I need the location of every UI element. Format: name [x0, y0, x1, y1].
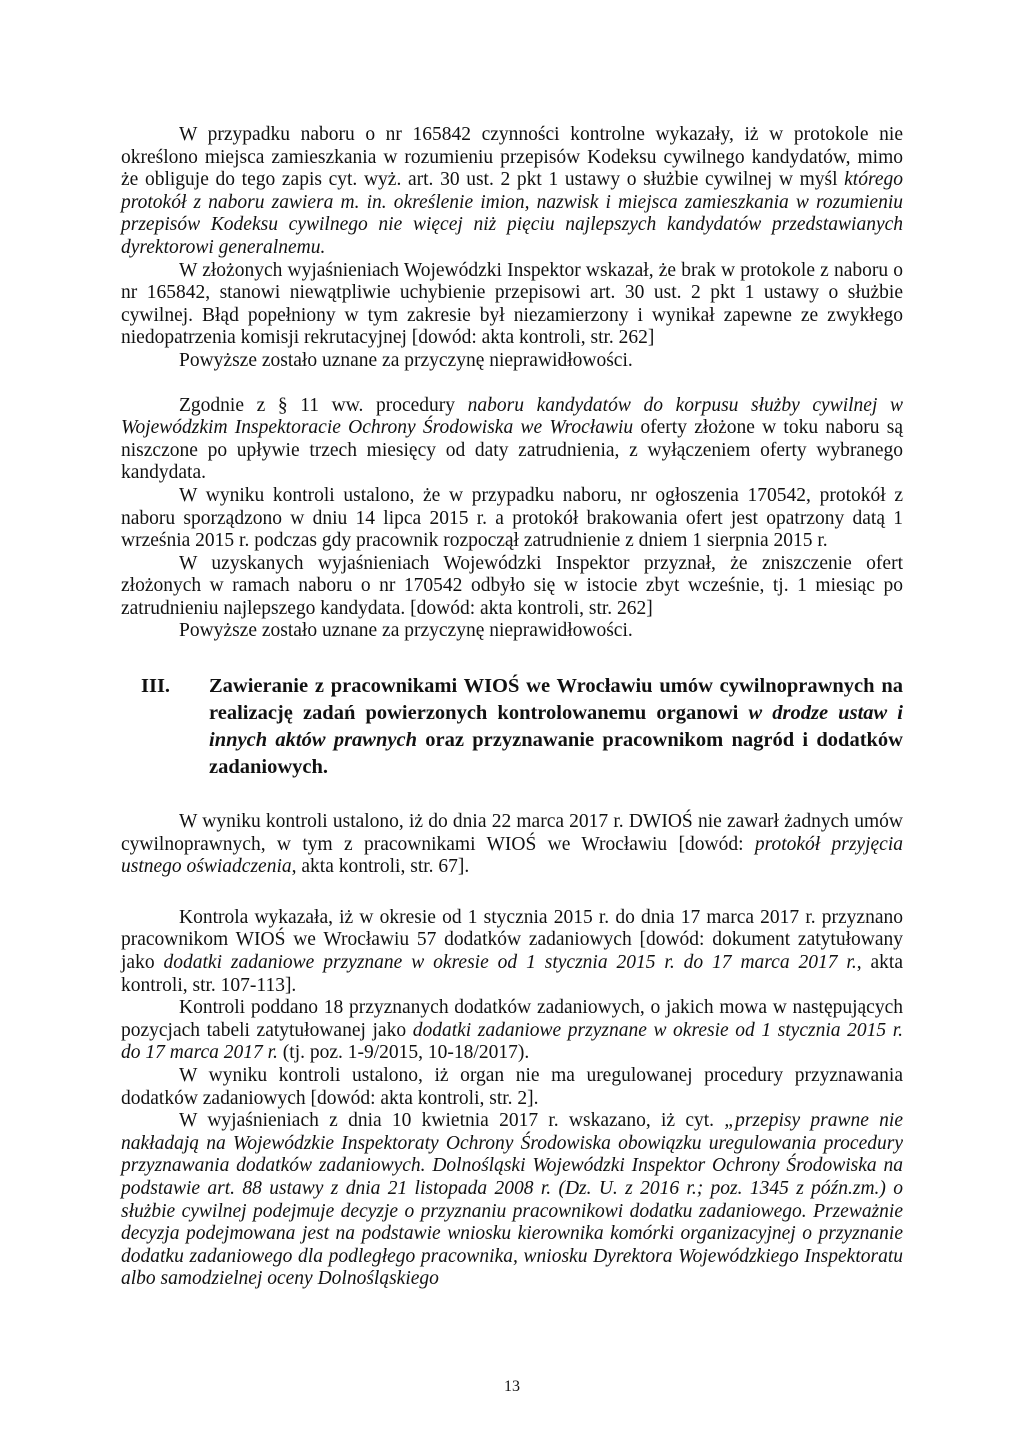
- paragraph-text: W wyjaśnieniach z dnia 10 kwietnia 2017 r. wskazano, iż cyt.: [179, 1110, 725, 1132]
- paragraph-wyjasnienia-2: W uzyskanych wyjaśnieniach Wojewódzki Inspektor przyznał, że zniszczenie ofert złożonych w ramach naboru o nr 170542 odbyło się w istocie zbyt wcześnie, tj. 1 miesiąc po zatrudnieniu najlepszego kandydata. [dowód: akta kontroli, str. 262]: [121, 552, 903, 619]
- section-title-italic: w drodze ustaw i innych aktów prawnych: [209, 702, 903, 752]
- section-heading: [121, 673, 903, 781]
- section-title: [209, 673, 903, 781]
- paragraph-dodatki-18: [121, 997, 903, 1065]
- paragraph-text: , akta kontroli, str. 67].: [291, 856, 470, 878]
- paragraph-text: W wyniku kontroli ustalono, iż do dnia 22 marca 2017 r. DWIOŚ nie zawarł żadnych umów cywilnoprawnych, w tym z pracownikami WIOŚ we Wrocławiu [dowód:: [121, 811, 903, 855]
- paragraph-italic-text: dodatki zadaniowe przyznane w okresie od 1 stycznia 2015 r. do 17 marca 2017 r.: [163, 952, 857, 974]
- paragraph-italic-text: dodatki zadaniowe przyznane w okresie od 1 stycznia 2015 r. do 17 marca 2017 r.: [121, 1019, 903, 1064]
- paragraph-nabor-170542: W wyniku kontroli ustalono, że w przypadku naboru, nr ogłoszenia 170542, protokół z naboru sporządzono w dniu 14 lipca 2015 r. a protokół brakowania ofert jest opatrzony datą 1 września 2015 r. podczas gdy pracownik rozpoczął zatrudnienie z dniem 1 sierpnia 2015 r.: [121, 484, 903, 552]
- paragraph-conclusion-2: Powyższe zostało uznane za przyczynę nieprawidłowości.: [179, 620, 633, 642]
- paragraph-dodatki-57: [121, 907, 903, 997]
- paragraph-text: W przypadku naboru o nr 165842 czynności kontrolne wykazały, iż w protokole nie określono miejsca zamieszkania w rozumieniu przepisów Kodeksu cywilnego kandydatów, mimo że obliguje do tego zapis cyt. wyż. art. 30 ust. 2 pkt 1 ustawy o służbie cywilnej w myśl: [121, 124, 903, 191]
- paragraph-text: oferty złożone w toku naboru są niszczone po upływie trzech miesięcy od daty zatrudnienia, z wyłączeniem oferty wybranego kandydata.: [121, 417, 903, 484]
- paragraph-italic-text: „przepisy prawne nie nakładają na Wojewódzkie Inspektoraty Ochrony Środowiska obowiązku uregulowania procedury przyznawania dodatków zadaniowych. Dolnośląski Wojewódzki Inspektor Ochrony Środowiska na podstawie art. 88 ustawy z dnia 21 listopada 2008 r. (Dz. U. z 2016 r.; poz. 1345 z późn.zm.) o służbie cywilnej podejmuje decyzje o przyznaniu pracownikowi dodatku zadaniowego. Przeważnie decyzja podejmowana jest na podstawie wniosku kierownika komórki organizacyjnej o przyznanie dodatku zadaniowego dla podległego pracownika, wniosku Dyrektora Wojewódzkiego Inspektoratu albo samodzielnej oceny Dolnośląskiego: [121, 1110, 904, 1290]
- paragraph-procedura: [121, 395, 903, 485]
- paragraph-italic-text: naboru kandydatów do korpusu służby cywilnej w Wojewódzkim Inspektoracie Ochrony Środowiska we Wrocławiu: [121, 394, 903, 439]
- document-body: [121, 124, 903, 1291]
- section-number: III.: [141, 675, 171, 698]
- paragraph-text: Kontrola wykazała, iż w okresie od 1 stycznia 2015 r. do dnia 17 marca 2017 r. przyznano pracownikom WIOŚ we Wrocławiu 57 dodatków zadaniowych [dowód: dokument zatytułowany jako: [121, 906, 903, 974]
- paragraph-nabor-165842: [121, 124, 903, 260]
- paragraph-wyjasnienia-1: W złożonych wyjaśnieniach Wojewódzki Inspektor wskazał, że brak w protokole z naboru o nr 165842, stanowi niewątpliwie uchybienie przepisowi art. 30 ust. 2 pkt 1 ustawy o służbie cywilnej. Błąd popełniony w tym zakresie był niezamierzony i wynikał zapewne ze zwykłego niedopatrzenia komisji rekrutacyjnej [dowód: akta kontroli, str. 262]: [121, 259, 903, 349]
- paragraph-italic-text: protokół przyjęcia ustnego oświadczenia: [121, 833, 903, 878]
- section-title-text: Zawieranie z pracownikami WIOŚ we Wrocławiu umów cywilnoprawnych na realizację zadań powierzonych kontrolowanemu organowi: [209, 675, 903, 725]
- paragraph-procedura-brak: W wyniku kontroli ustalono, iż organ nie ma uregulowanej procedury przyznawania dodatków zadaniowych [dowód: akta kontroli, str. 2].: [121, 1065, 903, 1109]
- paragraph-conclusion-1: Powyższe zostało uznane za przyczynę nieprawidłowości.: [179, 349, 633, 371]
- paragraph-text: Kontroli poddano 18 przyznanych dodatków zadaniowych, o jakich mowa w następujących pozycjach tabeli zatytułowanej jako: [121, 997, 903, 1041]
- paragraph-text: (tj. poz. 1-9/2015, 10-18/2017).: [277, 1042, 530, 1064]
- paragraph-italic-text: którego protokół z naboru zawiera m. in. określenie imion, nazwisk i miejsca zamieszkania w rozumieniu przepisów Kodeksu cywilnego nie więcej niż pięciu najlepszych kandydatów przedstawianych dyrektorowi generalnemu.: [121, 169, 903, 258]
- paragraph-text: , akta kontroli, str. 107-113].: [121, 952, 904, 996]
- section-title-text: oraz przyznawanie pracownikom nagród i dodatków zadaniowych.: [209, 729, 903, 779]
- page-number: 13: [504, 1378, 520, 1395]
- paragraph-umowy: [121, 811, 903, 879]
- paragraph-wyjasnienia-kwiecien: [121, 1110, 903, 1291]
- paragraph-text: Zgodnie z § 11 ww. procedury: [179, 394, 468, 416]
